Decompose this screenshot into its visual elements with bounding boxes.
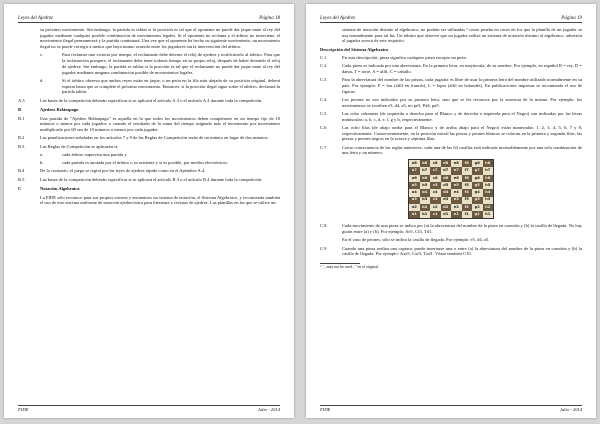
board-square-g5: g5: [472, 182, 483, 189]
article-number: B.5: [18, 176, 25, 182]
board-square-h2: h2: [483, 204, 494, 211]
footnote-divider: [320, 263, 360, 264]
board-square-h6: h6: [483, 175, 494, 182]
board-square-f2: f2: [462, 204, 473, 211]
article-number: B.4: [18, 168, 25, 174]
board-square-e5: e5: [451, 182, 462, 189]
board-square-a6: a6: [409, 175, 420, 182]
board-square-f4: f4: [462, 189, 473, 196]
section-number: B: [18, 107, 22, 113]
board-square-e4: e4: [451, 189, 462, 196]
board-square-a3: a3: [409, 197, 420, 204]
article-number: C.8: [320, 223, 327, 229]
item-letter: b.: [40, 160, 44, 166]
footnote: ¹ "...may not be used..." en el original.: [320, 265, 380, 270]
board-square-f3: f3: [462, 197, 473, 204]
board-square-g2: g2: [472, 204, 483, 211]
article-list: [320, 223, 582, 257]
section-title: Ajedrez Relámpago: [40, 107, 79, 113]
article-text: En el caso de peones, sólo se indica la casilla de llegada. Por ejemplo: e5, d4, a5.: [342, 237, 490, 243]
board-square-d7: d7: [441, 167, 452, 174]
board-square-c4: c4: [430, 189, 441, 196]
board-square-c7: c7: [430, 167, 441, 174]
board-square-b1: b1: [420, 211, 431, 218]
board-square-g4: g4: [472, 189, 483, 196]
chessboard: [408, 159, 494, 219]
board-square-g8: g8: [472, 160, 483, 167]
article-text: De lo contrario, el juego se regirá por las leyes de ajedrez rápido como en el Apéndice A.4.: [40, 168, 206, 174]
board-square-e8: e8: [451, 160, 462, 167]
page-header: [320, 16, 582, 23]
board-square-a8: a8: [409, 160, 420, 167]
right-page: [306, 4, 596, 418]
article-text: Las bases de la competición deberán especificar si se aplicará el artículo B.3 o el artículo B.4 durante toda la competición.: [40, 176, 263, 182]
page-header: [18, 16, 280, 23]
chessboard-diagram: [320, 159, 582, 219]
article-item: [320, 63, 582, 74]
board-square-c3: c3: [430, 197, 441, 204]
article-text: Para la abreviatura del nombre de las piezas, cada jugador es libre de usar la primera letra del nombre utilizado normalmente en su país. Por ejemplo: F = fou (alfil en francés), L = loper (alfil en holandés). En publicaciones impresas se recomienda el uso de figuras.: [342, 77, 582, 94]
article-b5: [18, 177, 280, 183]
board-square-e3: e3: [451, 197, 462, 204]
article-text: Cada movimiento de una pieza se indica por (a) la abreviatura del nombre de la pieza en cuestión y (b) la casilla de llegada. No hay guión entre (a) y (b). Por ejemplo: Ae5, Cf3, Td1.: [342, 223, 582, 235]
board-square-c5: c5: [430, 182, 441, 189]
board-square-h7: h7: [483, 167, 494, 174]
board-square-e1: e1: [451, 211, 462, 218]
header-title: Leyes del Ajedrez: [320, 16, 355, 21]
article-number: [320, 237, 342, 243]
page-body: [18, 27, 280, 206]
left-page: [4, 4, 294, 418]
board-square-d6: d6: [441, 175, 452, 182]
board-square-d3: d3: [441, 197, 452, 204]
article-number: C.4: [320, 97, 327, 102]
board-square-a4: a4: [409, 189, 420, 196]
article-text: En esta descripción, pieza significa cualquier pieza excepto un peón.: [342, 55, 467, 60]
board-square-b3: b3: [420, 197, 431, 204]
article-text: Como consecuencia de las reglas anteriores, cada una de las 64 casillas está indicada invariablemente por una sola combinación de una letra y un número.: [342, 144, 582, 156]
board-square-d5: d5: [441, 182, 452, 189]
article-number: C.2: [320, 63, 327, 69]
article-text: Una partida de "Ajedrez Relámpago" es aquella en la que todos los movimientos deben completarse en un tiempo fijo de 10 minutos o menos por cada jugador; o cuando el resultado de la suma del tiempo asignado más el incremento por movimiento multiplicado por 60 sea de 10 minutos o menos por cada jugador.: [40, 115, 280, 132]
board-square-a1: a1: [409, 211, 420, 218]
board-square-c6: c6: [430, 175, 441, 182]
article-item: [320, 111, 582, 122]
section-heading-c: [18, 186, 280, 192]
article-text: Cuando una pieza realiza una captura, puede insertarse una x entre (a) la abreviatura del nombre de la pieza en cuestión y (b) la casilla de llegada. Por ejemplo: Axe5, Cxf3, Txd1. Véase también C10.: [342, 245, 582, 257]
article-number: A.5: [18, 97, 25, 103]
board-square-e6: e6: [451, 175, 462, 182]
board-square-d8: d8: [441, 160, 452, 167]
article-item: [320, 55, 582, 61]
section-number: C: [18, 186, 22, 192]
board-square-c8: c8: [430, 160, 441, 167]
board-square-e7: e7: [451, 167, 462, 174]
board-square-d2: d2: [441, 204, 452, 211]
article-item: [320, 223, 582, 234]
footer-org: FIDE: [18, 407, 29, 412]
list-item: [18, 160, 280, 166]
board-square-h5: h5: [483, 182, 494, 189]
article-a5: [18, 98, 280, 104]
article-text: Las bases de la competición deberán especificar si se aplicará el artículo A.3 o el artículo A.4 durante toda la competición.: [40, 97, 263, 103]
paragraph: La FIDE sólo reconoce para sus propios torneos y encuentros un sistema de notación, el Sistema Algebraico, y recomienda también el uso de este sistema uniforme de notación ajedrecística para literatura y revistas de ajedrez. Las planillas en las que se utilice un: [40, 194, 280, 206]
article-item: [320, 246, 582, 257]
board-square-g7: g7: [472, 167, 483, 174]
board-square-c2: c2: [430, 204, 441, 211]
article-b4: [18, 168, 280, 174]
item-letter: c.: [40, 52, 44, 58]
board-square-d1: d1: [441, 211, 452, 218]
article-number: C.5: [320, 111, 327, 116]
article-item: [320, 97, 582, 108]
board-square-h8: h8: [483, 160, 494, 167]
footer-date: Julio - 2014: [257, 407, 280, 412]
article-text: Las ocho columnas (de izquierda a derecha para el Blanco y de derecha a izquierda para el Negro) son indicadas por las letras minúsculas: a, b, c, d, e, f, g y h, respectivamente.: [342, 111, 582, 122]
article-text: Las ocho filas (de abajo arriba para el Blanco y de arriba abajo para el Negro) están numeradas: 1, 2, 3, 4, 5, 6, 7 y 8, respectivamente. Consecuentemente, en la posición inicial las piezas y peones blancos se colocan en la primera y segunda filas; las piezas y peones negros en la octava y séptima filas.: [342, 125, 582, 142]
board-square-f1: f1: [462, 211, 473, 218]
list-item: [18, 52, 280, 75]
footer-org: FIDE: [320, 407, 331, 412]
paragraph: su próximo movimiento. Sin embargo, la partida es tablas si la posición es tal que el oponente no puede dar jaque mate al rey del jugador mediante cualquier posible combinación de movimientos legales. Si el oponente no reclama y el árbitro no interviene, el movimiento ilegal permanecerá y la partida continuará. Una vez que el oponente ha hecho su siguiente movimiento, un movimiento ilegal no se puede corregir a menos que haya mutuo acuerdo entre los jugadores sin la intervención del árbitro.: [40, 27, 280, 50]
article-number: C.6: [320, 125, 327, 130]
board-square-a2: a2: [409, 204, 420, 211]
page-footer: [18, 405, 280, 412]
board-square-b7: b7: [420, 167, 431, 174]
article-number: B.2: [18, 135, 25, 141]
board-square-b5: b5: [420, 182, 431, 189]
article-item: [320, 77, 582, 94]
item-letter: d.: [40, 77, 44, 83]
article-b3: [18, 144, 280, 150]
article-number: B.3: [18, 143, 25, 149]
board-square-h1: h1: [483, 211, 494, 218]
board-square-f8: f8: [462, 160, 473, 167]
item-text: cada árbitro supervisa una partida y: [62, 151, 127, 157]
article-number: B.1: [18, 115, 25, 121]
page-footer: [320, 405, 582, 412]
board-square-h4: h4: [483, 189, 494, 196]
item-text: Si el árbitro observa que ambos reyes están en jaque, o un peón en la fila más alejada de su posición original, deberá esperar hasta que se complete el próximo movimiento. Entonces, si la posición ilegal sigue sobre el tablero, declarará la partida tablas.: [62, 77, 280, 95]
board-square-f7: f7: [462, 167, 473, 174]
article-number: C.7: [320, 144, 327, 150]
article-item: [320, 237, 582, 243]
board-square-b6: b6: [420, 175, 431, 182]
board-square-b4: b4: [420, 189, 431, 196]
article-b2: [18, 135, 280, 141]
article-number: C.1: [320, 55, 327, 60]
article-text: Cada pieza es indicada por una abreviatura. En la primera letra, en mayúscula, de su nombre. Por ejemplo, en español R = rey, D = dama, T = torre, A = alfil, C = caballo.: [342, 63, 582, 74]
board-square-g3: g3: [472, 197, 483, 204]
board-square-c1: c1: [430, 211, 441, 218]
page-number: Página 19: [561, 16, 582, 21]
article-text: Las penalizaciones señaladas en los artículos 7 y 9 de las Reglas de Competición serán de un minuto en lugar de dos minutos.: [40, 135, 269, 141]
board-square-e2: e2: [451, 204, 462, 211]
section-title: Descripción del Sistema Algebraico: [320, 46, 389, 52]
article-item: [320, 145, 582, 156]
article-list: [320, 55, 582, 156]
board-square-f6: f6: [462, 175, 473, 182]
section-title: Notación Algebraica: [40, 186, 80, 192]
article-text: Los peones no son indicados por su primera letra, sino que se les reconoce por la ausencia de la misma. Por ejemplo: los movimientos se escriben e5, d4, a5, no pe5, Pd4, pa5.: [342, 97, 582, 108]
page-number: Página 18: [259, 16, 280, 21]
board-square-g1: g1: [472, 211, 483, 218]
article-number: C.3: [320, 77, 327, 83]
item-letter: a.: [40, 151, 44, 157]
list-item: [18, 152, 280, 158]
list-item: [18, 78, 280, 95]
article-item: [320, 125, 582, 142]
article-text: Las Reglas de Competición se aplicarán si:: [40, 143, 119, 149]
board-square-d4: d4: [441, 189, 452, 196]
board-square-f5: f5: [462, 182, 473, 189]
paragraph: sistema de notación distinto al algebraico, no podrán ser utilizadas ¹ como prueba en casos en los que la planilla de un jugador se usa normalmente para tal fin. Un árbitro que observe que un jugador utiliza un sistema de notación distinto al algebraico, advertirá al jugador acerca de este requisito.: [342, 27, 582, 44]
article-b1: [18, 116, 280, 133]
item-text: Para reclamar una victoria por tiempo, el reclamante debe detener el reloj de ajedrez y notificárselo al árbitro. Para que la reclamación prospere, el reclamante debe tener todavía tiempo en su propio reloj, después de haber detenido el reloj de ajedrez. Sin embargo, la partida es tablas si la posición es tal que el reclamante no puede dar jaque mate al rey del jugador mediante ninguna combinación posible de movimientos legales.: [62, 52, 280, 75]
page-body: [320, 27, 582, 270]
board-square-a5: a5: [409, 182, 420, 189]
board-square-a7: a7: [409, 167, 420, 174]
board-square-b2: b2: [420, 204, 431, 211]
item-text: cada partida es anotada por el árbitro o su asistente y si es posible, por medios electrónicos.: [62, 160, 229, 166]
board-square-b8: b8: [420, 160, 431, 167]
board-square-h3: h3: [483, 197, 494, 204]
board-square-g6: g6: [472, 175, 483, 182]
section-heading-b: [18, 107, 280, 113]
footer-date: Julio - 2014: [559, 407, 582, 412]
article-number: C.9: [320, 245, 327, 251]
header-title: Leyes del Ajedrez: [18, 16, 53, 21]
